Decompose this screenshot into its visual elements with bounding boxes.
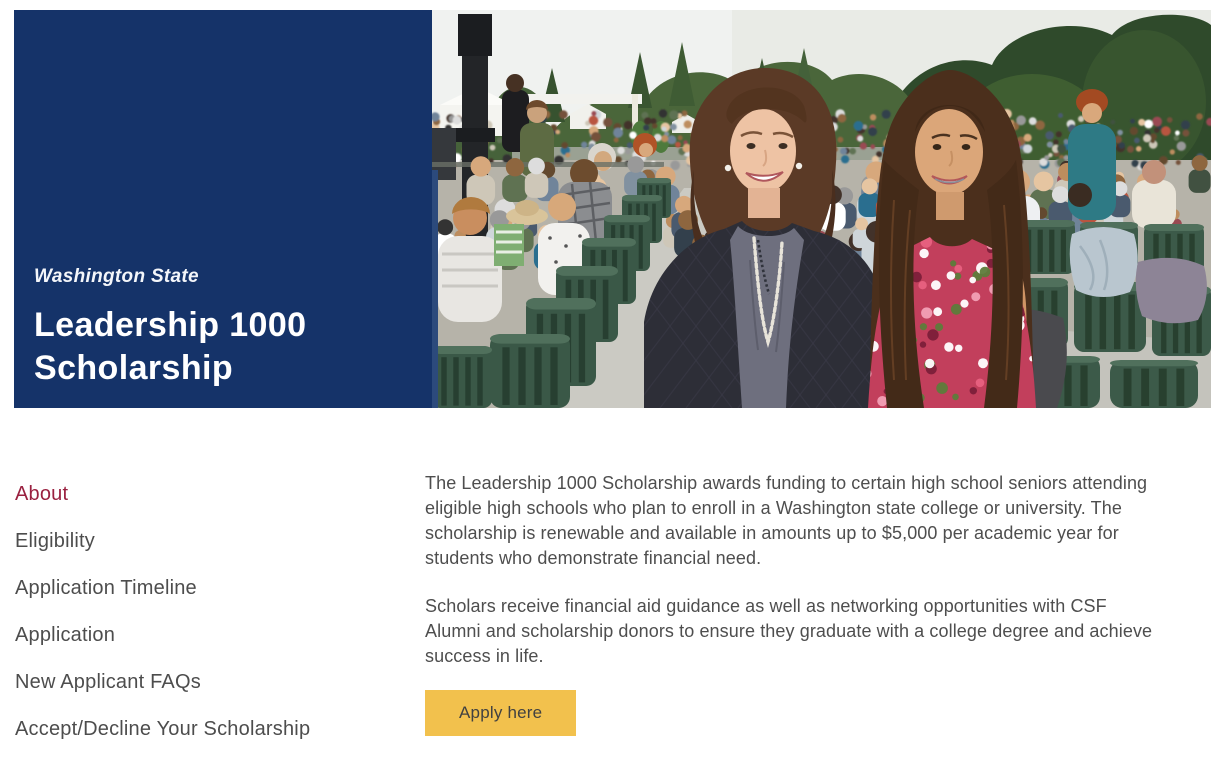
sidebar-item-application-timeline[interactable]: Application Timeline <box>15 577 197 599</box>
sidebar-item-new-applicant-faqs[interactable]: New Applicant FAQs <box>15 671 201 693</box>
body-paragraphs <box>425 471 1165 669</box>
sidebar-item-accept-decline-your-scholarship[interactable]: Accept/Decline Your Scholarship <box>15 718 311 740</box>
hero-text-panel <box>14 10 432 408</box>
paragraph: Scholars receive financial aid guidance as well as networking opportunities with CSF Alumni and scholarship donors to ensure they graduate with a college degree and achieve success in life. <box>425 596 1153 666</box>
hero-photo <box>432 10 1211 408</box>
apply-here-button[interactable]: Apply here <box>425 690 576 736</box>
main-content <box>425 471 1165 736</box>
paragraph: The Leadership 1000 Scholarship awards funding to certain high school seniors attending eligible high schools who plan to enroll in a Washington state college or university. The scholarship is renewable and available in amounts up to $5,000 per academic year for students who demonstrate financial need. <box>425 473 1148 568</box>
hero-eyebrow: Washington State <box>34 266 199 287</box>
hero-section <box>14 10 1211 408</box>
page-title: Leadership 1000 Scholarship <box>34 306 307 387</box>
sidebar-item-about[interactable]: About <box>15 483 69 505</box>
sidebar-nav <box>15 483 395 765</box>
hero-photo-illustration <box>432 10 1211 408</box>
sidebar-item-eligibility[interactable]: Eligibility <box>15 530 96 552</box>
sidebar-item-application[interactable]: Application <box>15 624 116 646</box>
